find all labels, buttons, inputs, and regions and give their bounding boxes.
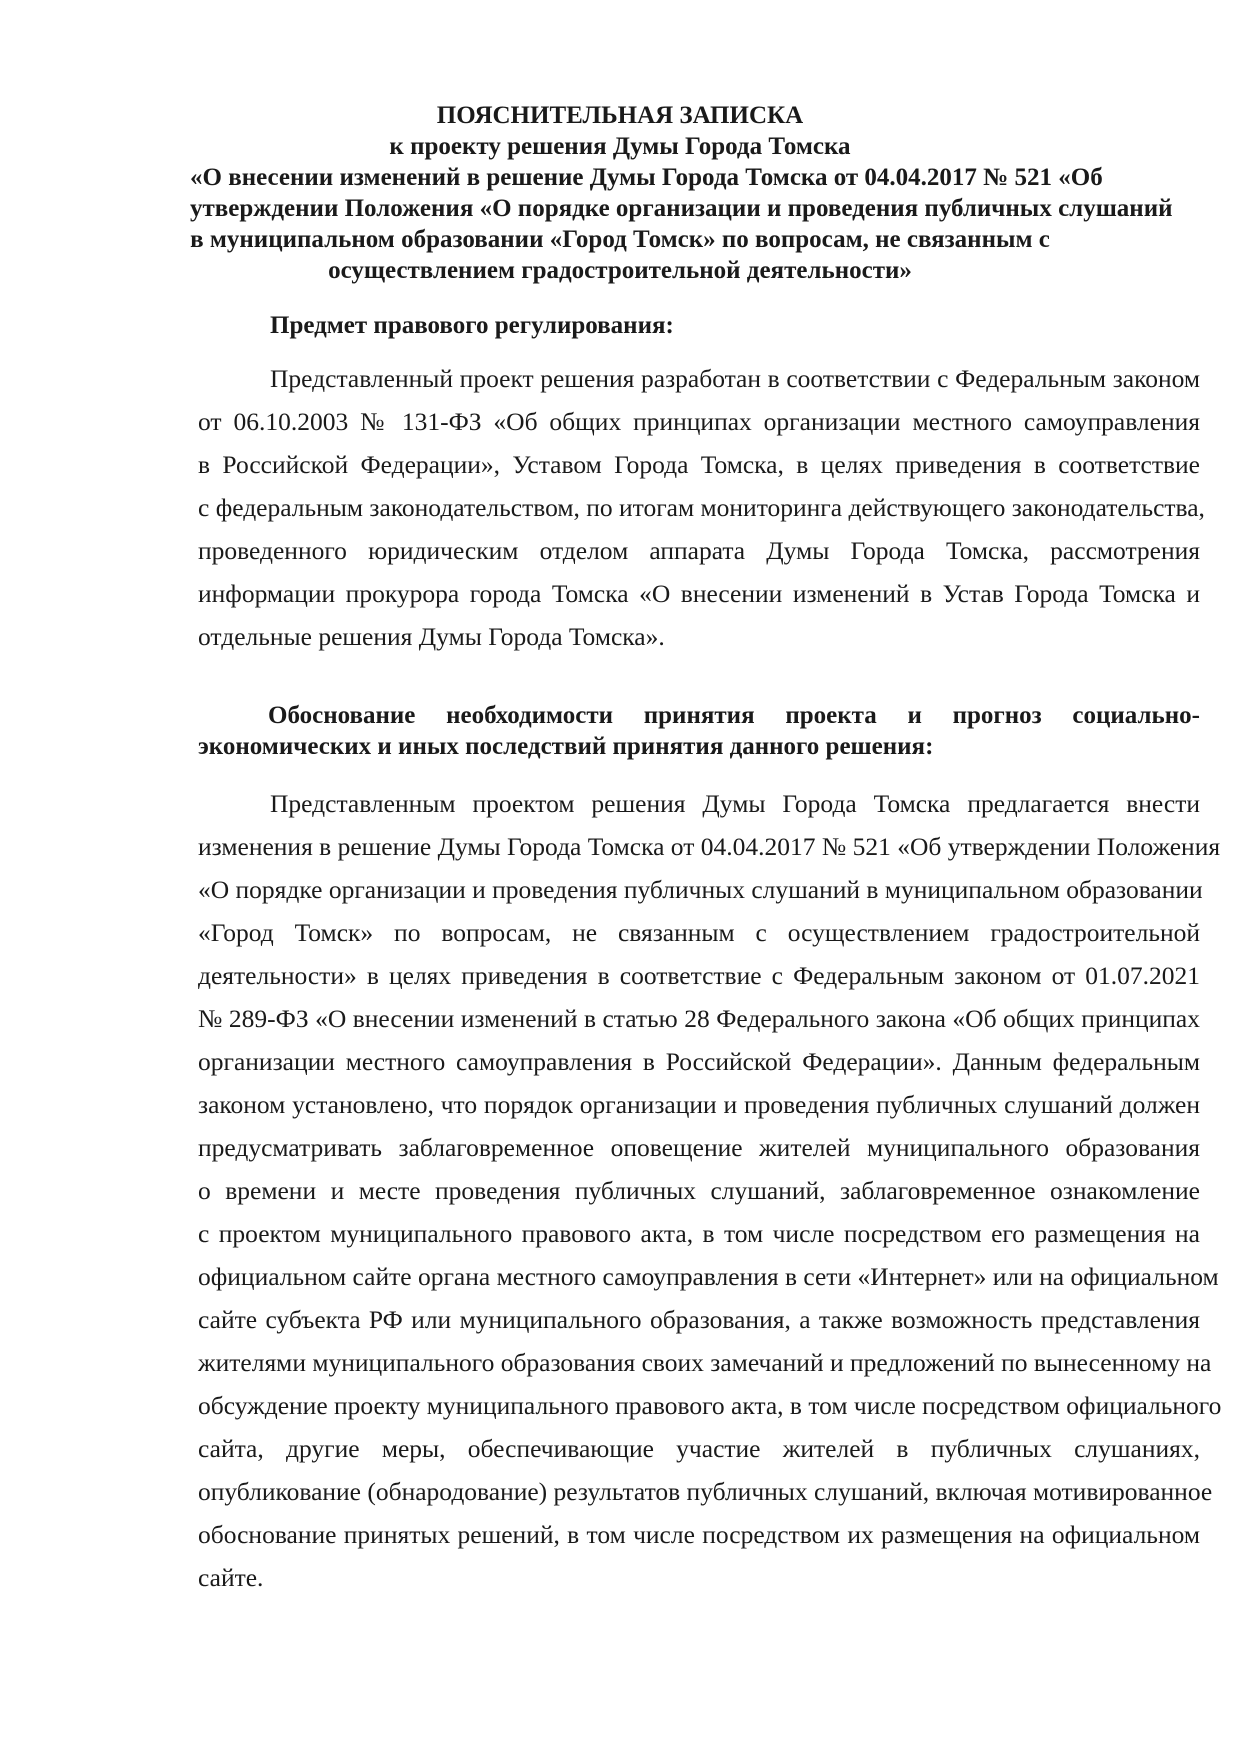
paragraph-regulation-subject [198, 357, 1205, 658]
paragraph-line: изменения в решение Думы Города Томска от 04.04.2017 № 521 «Об утверждении Положения [198, 832, 1221, 861]
document-title [190, 100, 1173, 286]
paragraph-line: обоснование принятых решений, в том числе посредством их размещения на официальном [198, 1520, 1200, 1549]
section-heading-regulation-subject: Предмет правового регулирования: [270, 312, 674, 339]
paragraph-line: сайте. [198, 1563, 264, 1592]
paragraph-line: от 06.10.2003 № 131-ФЗ «Об общих принципах организации местного самоуправления [198, 407, 1200, 436]
paragraph-line: жителями муниципального образования своих замечаний и предложений по вынесенному на [198, 1348, 1212, 1377]
paragraph-line: в Российской Федерации», Уставом Города Томска, в целях приведения в соответствие [198, 450, 1200, 479]
paragraph-line: обсуждение проекту муниципального правового акта, в том числе посредством официального [198, 1391, 1222, 1420]
paragraph-line: официальном сайте органа местного самоуправления в сети «Интернет» или на официальном [198, 1262, 1219, 1291]
paragraph-line: проведенного юридическим отделом аппарата Думы Города Томска, рассмотрения [198, 536, 1200, 565]
title-line: «О внесении изменений в решение Думы Города Томска от 04.04.2017 № 521 «Об [190, 164, 1103, 191]
title-line: осуществлением градостроительной деятельности» [328, 257, 912, 284]
paragraph-line: с проектом муниципального правового акта, в том числе посредством его размещения на [198, 1219, 1200, 1248]
paragraph-line: информации прокурора города Томска «О внесении изменений в Устав Города Томска и [198, 579, 1200, 608]
paragraph-line: о времени и месте проведения публичных слушаний, заблаговременное ознакомление [198, 1176, 1200, 1205]
heading-line: экономических и иных последствий принятия данного решения: [198, 733, 934, 760]
paragraph-line: Представленным проектом решения Думы Города Томска предлагается внести [270, 789, 1200, 818]
paragraph-line: отдельные решения Думы Города Томска». [198, 622, 665, 651]
section-heading-justification [198, 700, 1200, 762]
paragraph-line: № 289-ФЗ «О внесении изменений в статью 28 Федерального закона «Об общих принципах [198, 1004, 1200, 1033]
heading-line: Обоснование необходимости принятия проекта и прогноз социально- [268, 702, 1200, 729]
paragraph-line: «Город Томск» по вопросам, не связанным с осуществлением градостроительной [198, 918, 1200, 947]
paragraph-line: законом установлено, что порядок организации и проведения публичных слушаний должен [198, 1090, 1200, 1119]
paragraph-line: организации местного самоуправления в Российской Федерации». Данным федеральным [198, 1047, 1200, 1076]
title-line: ПОЯСНИТЕЛЬНАЯ ЗАПИСКА [436, 102, 804, 129]
paragraph-line: деятельности» в целях приведения в соответствие с Федеральным законом от 01.07.2021 [198, 961, 1200, 990]
paragraph-line: «О порядке организации и проведения публичных слушаний в муниципальном образовании [198, 875, 1203, 904]
paragraph-justification [198, 782, 1222, 1599]
title-line: в муниципальном образовании «Город Томск» по вопросам, не связанным с [190, 226, 1050, 253]
title-line: утверждении Положения «О порядке организации и проведения публичных слушаний [190, 195, 1173, 222]
title-line: к проекту решения Думы Города Томска [389, 133, 851, 160]
paragraph-line: предусматривать заблаговременное оповещение жителей муниципального образования [198, 1133, 1200, 1162]
paragraph-line: опубликование (обнародование) результатов публичных слушаний, включая мотивированное [198, 1477, 1213, 1506]
paragraph-line: Представленный проект решения разработан в соответствии с Федеральным законом [270, 364, 1200, 393]
paragraph-line: с федеральным законодательством, по итогам мониторинга действующего законодательства, [198, 493, 1205, 522]
paragraph-line: сайте субъекта РФ или муниципального образования, а также возможность представления [198, 1305, 1200, 1334]
paragraph-line: сайта, другие меры, обеспечивающие участие жителей в публичных слушаниях, [198, 1434, 1200, 1463]
